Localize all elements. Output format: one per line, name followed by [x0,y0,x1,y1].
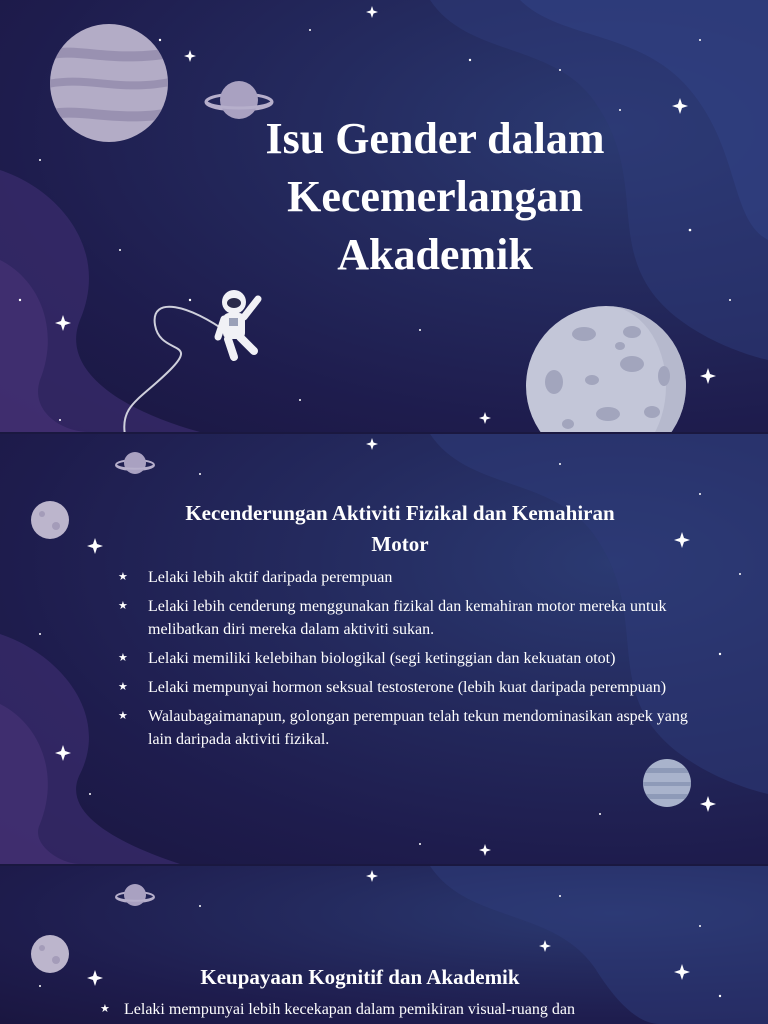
section-heading [120,498,680,560]
title-line-1: Isu Gender dalam [265,114,605,163]
striped-planet-icon [48,22,170,144]
star-bullet-icon: ★ [100,1003,110,1015]
list-item [100,998,700,1021]
small-planet-icon [30,934,70,974]
list-item-text: Walaubagaimanapun, golongan perempuan telah tekun mendominasikan aspek yang lain daripada aktiviti fizikal. [148,708,688,748]
slide-cognitive-academic [0,866,768,1024]
ringed-planet-icon [114,882,156,910]
star-bullet-icon: ★ [118,710,128,722]
moon-icon [524,304,688,432]
heading-line-1: Kecenderungan Aktiviti Fizikal dan Kemahiran [185,501,615,525]
star-bullet-icon: ★ [118,681,128,693]
astronaut-icon [110,285,280,432]
star-bullet-icon: ★ [118,600,128,612]
title-line-3: Akademik [337,230,533,279]
ringed-planet-icon [114,450,156,478]
star-bullet-icon: ★ [118,652,128,664]
list-item-text: Lelaki lebih cenderung menggunakan fizikal dan kemahiran motor mereka untuk melibatkan diri mereka dalam aktiviti sukan. [148,598,667,638]
list-item [118,676,698,699]
list-item [118,705,698,751]
list-item-text: Lelaki memiliki kelebihan biologikal (segi ketinggian dan kekuatan otot) [148,650,616,667]
slide-title [0,0,768,432]
title-line-2: Kecemerlangan [287,172,583,221]
list-item [118,647,698,670]
heading-line-2: Motor [371,532,429,556]
bullet-list [100,998,700,1024]
list-item-text: Lelaki mempunyai hormon seksual testosterone (lebih kuat daripada perempuan) [148,679,667,696]
slide-physical-activity [0,434,768,864]
star-bullet-icon: ★ [118,571,128,583]
striped-planet-icon [642,758,692,808]
list-item [118,566,698,589]
section-heading: Keupayaan Kognitif dan Akademik [200,965,520,989]
bullet-list [118,566,698,757]
list-item-text: Lelaki lebih aktif daripada perempuan [148,569,393,586]
small-planet-icon [30,500,70,540]
list-item-text: Lelaki mempunyai lebih kecekapan dalam pemikiran visual-ruang dan [124,1001,575,1018]
list-item [118,595,698,641]
slide-title-text [200,110,670,284]
